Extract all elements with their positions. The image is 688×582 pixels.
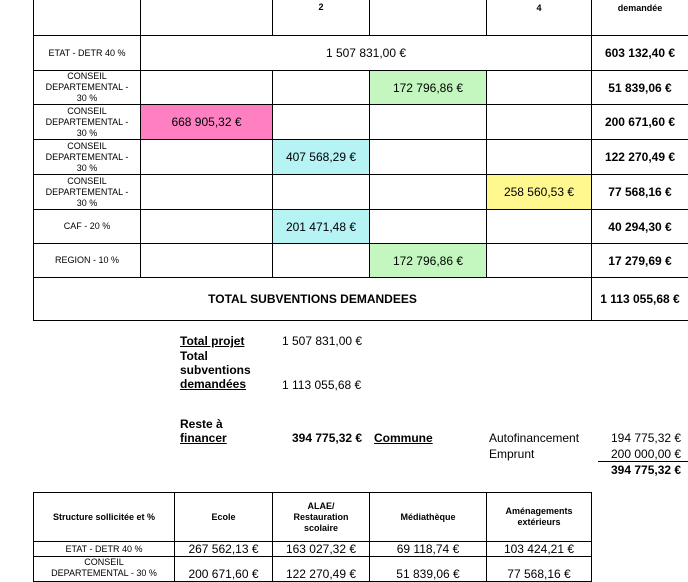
cell-value: 200 671,60 € (175, 557, 273, 582)
cell-empty (141, 140, 273, 175)
header-col-1 (141, 0, 273, 36)
cell-empty (273, 244, 370, 278)
cell-empty (487, 140, 592, 175)
cell-value: 258 560,53 € (487, 175, 592, 210)
emprunt-value: 200 000,00 € (611, 447, 681, 461)
cell-empty (273, 71, 370, 105)
row-label-cd: CONSEIL DEPARTEMENTAL - 30 % (34, 557, 175, 582)
row-label-cd: CONSEIL DEPARTEMENTAL - 30 % (34, 105, 141, 140)
row-label-etat: ETAT - DETR 40 % (34, 542, 175, 557)
header-mediatheque: Médiathèque (370, 493, 487, 542)
cell-value: 51 839,06 € (370, 557, 487, 582)
cell-empty (370, 140, 487, 175)
cell-value: 77 568,16 € (487, 557, 592, 582)
cell-empty (141, 175, 273, 210)
sum-divider (598, 461, 688, 462)
row-total: 40 294,30 € (592, 210, 688, 244)
row-total: 77 568,16 € (592, 175, 688, 210)
cell-empty (592, 542, 688, 557)
autofinancement-value: 194 775,32 € (611, 431, 681, 445)
cell-empty (487, 244, 592, 278)
cell-empty (141, 71, 273, 105)
row-total: 51 839,06 € (592, 71, 688, 105)
cell-value: 201 471,48 € (273, 210, 370, 244)
total-subventions-label: TOTAL SUBVENTIONS DEMANDEES (34, 278, 592, 321)
reste-a-financer-label: Reste à financer (180, 417, 227, 445)
emprunt-label: Emprunt (489, 447, 534, 461)
row-label-cd: CONSEIL DEPARTEMENTAL - 30 % (34, 175, 141, 210)
commune-label: Commune (374, 431, 433, 445)
header-amenagements: Aménagements extérieurs (487, 493, 592, 542)
header-ecole: Ecole (175, 493, 273, 542)
etat-merged-value: 1 507 831,00 € (141, 36, 592, 71)
header-structure (34, 0, 141, 36)
header-alae: ALAE/ Restauration scolaire (273, 493, 370, 542)
cell-empty (370, 105, 487, 140)
row-label-cd: CONSEIL DEPARTEMENTAL - 30 % (34, 140, 141, 175)
row-total: 17 279,69 € (592, 244, 688, 278)
cell-empty (370, 210, 487, 244)
autofinancement-label: Autofinancement (489, 431, 579, 445)
header-col-2: 2 (273, 0, 370, 36)
cell-value: 172 796,86 € (370, 244, 487, 278)
cell-empty (273, 175, 370, 210)
cell-empty (370, 175, 487, 210)
structure-table (33, 492, 688, 582)
cell-empty (487, 71, 592, 105)
cell-empty (273, 105, 370, 140)
row-total: 603 132,40 € (592, 36, 688, 71)
total-projet-label: Total projet (180, 334, 244, 348)
cell-empty (141, 210, 273, 244)
row-label-cd: CONSEIL DEPARTEMENTAL - 30 % (34, 71, 141, 105)
row-label-etat: ETAT - DETR 40 % (34, 36, 141, 71)
cell-value: 103 424,21 € (487, 542, 592, 557)
total-subventions-demandees-label: Total subventions demandées (180, 349, 251, 391)
row-label-caf: CAF - 20 % (34, 210, 141, 244)
cell-value: 69 118,74 € (370, 542, 487, 557)
cell-empty (487, 105, 592, 140)
cell-empty (592, 557, 688, 582)
cell-empty (592, 493, 688, 542)
financement-sum-value: 394 775,32 € (611, 463, 681, 477)
reste-a-financer-value: 394 775,32 € (292, 431, 362, 445)
cell-empty (141, 244, 273, 278)
total-subventions-value: 1 113 055,68 € (592, 278, 688, 321)
cell-value: 122 270,49 € (273, 557, 370, 582)
total-subventions-demandees-value: 1 113 055,68 € (282, 378, 361, 392)
cell-value: 163 027,32 € (273, 542, 370, 557)
cell-value: 407 568,29 € (273, 140, 370, 175)
header-col-demandee: demandée (592, 0, 688, 36)
row-total: 200 671,60 € (592, 105, 688, 140)
total-projet-value: 1 507 831,00 € (282, 334, 362, 348)
cell-empty (487, 210, 592, 244)
row-label-region: REGION - 10 % (34, 244, 141, 278)
row-total: 122 270,49 € (592, 140, 688, 175)
cell-value: 668 905,32 € (141, 105, 273, 140)
subventions-table (33, 0, 688, 321)
header-structure-sollicitee: Structure sollicitée et % (34, 493, 175, 542)
cell-value: 172 796,86 € (370, 71, 487, 105)
cell-value: 267 562,13 € (175, 542, 273, 557)
header-col-3 (370, 0, 487, 36)
header-col-4: 4 (487, 0, 592, 36)
